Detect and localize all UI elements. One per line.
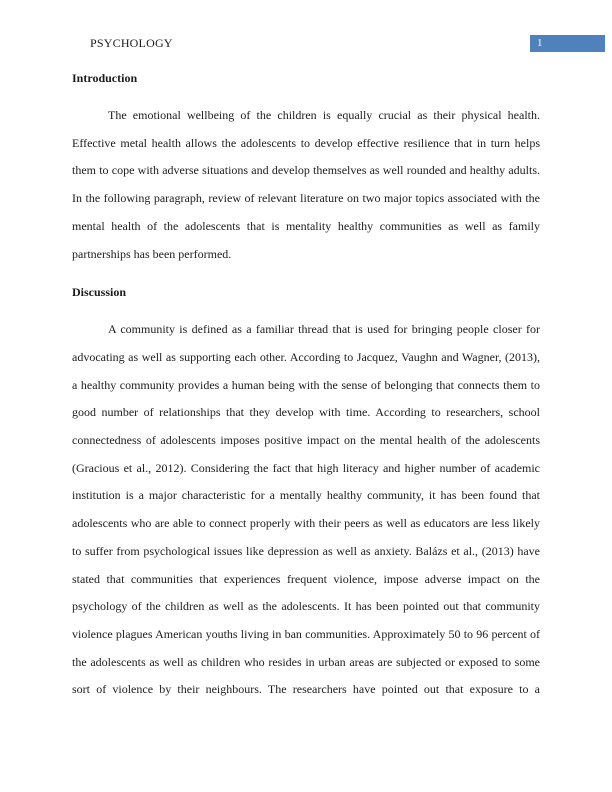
text-line: partnerships has been performed. [72,246,232,261]
section-heading: Introduction [72,71,138,85]
text-line: them to cope with adverse situations and develop themselves as well rounded and healthy adults. [72,163,540,178]
text-line: to suffer from psychological issues like depression as well as anxiety. Balázs et al., (2013) have [72,543,540,558]
text-line: The emotional wellbeing of the children is equally crucial as their physical health. [108,108,540,122]
text-line: sort of violence by their neighbours. The researchers have pointed out that exposure to a [72,682,540,697]
section-heading: Discussion [72,285,127,300]
text-line: connectedness of adolescents imposes positive impact on the mental health of the adolescents [72,433,540,448]
text-line: good number of relationships that they develop with time. According to researchers, school [72,405,540,420]
text-line: Effective metal health allows the adolescents to develop effective resilience that in turn helps [72,135,540,150]
text-line: the adolescents as well as children who resides in urban areas are subjected or exposed to some [72,654,540,669]
running-head: PSYCHOLOGY [90,36,173,50]
text-line: (Gracious et al., 2012). Considering the fact that high literacy and higher number of academic [72,460,540,475]
text-line: psychology of the children as well as the adolescents. It has been pointed out that community [72,599,540,614]
paragraph [72,316,540,704]
text-line: adolescents who are able to connect properly with their peers as well as educators are less likely [72,516,540,531]
page-number: 1 [537,37,543,49]
text-line: advocating as well as supporting each other. According to Jacquez, Vaughn and Wagner, (2013), [72,349,540,364]
page-number-box [530,35,605,52]
text-line: institution is a major characteristic for a mentally healthy community, it has been found that [72,488,540,503]
text-line: In the following paragraph, review of relevant literature on two major topics associated with the [72,191,540,206]
text-line: violence plagues American youths living in ban communities. Approximately 50 to 96 percent of [72,626,540,641]
text-line: stated that communities that experiences frequent violence, impose adverse impact on the [72,571,540,586]
paragraph [72,102,540,268]
text-line: a healthy community provides a human being with the sense of belonging that connects them to [72,377,540,392]
text-line: A community is defined as a familiar thread that is used for bringing people closer for [108,322,540,337]
document-body [72,64,540,704]
text-line: mental health of the adolescents that is mentality healthy communities as well as family [72,218,540,233]
